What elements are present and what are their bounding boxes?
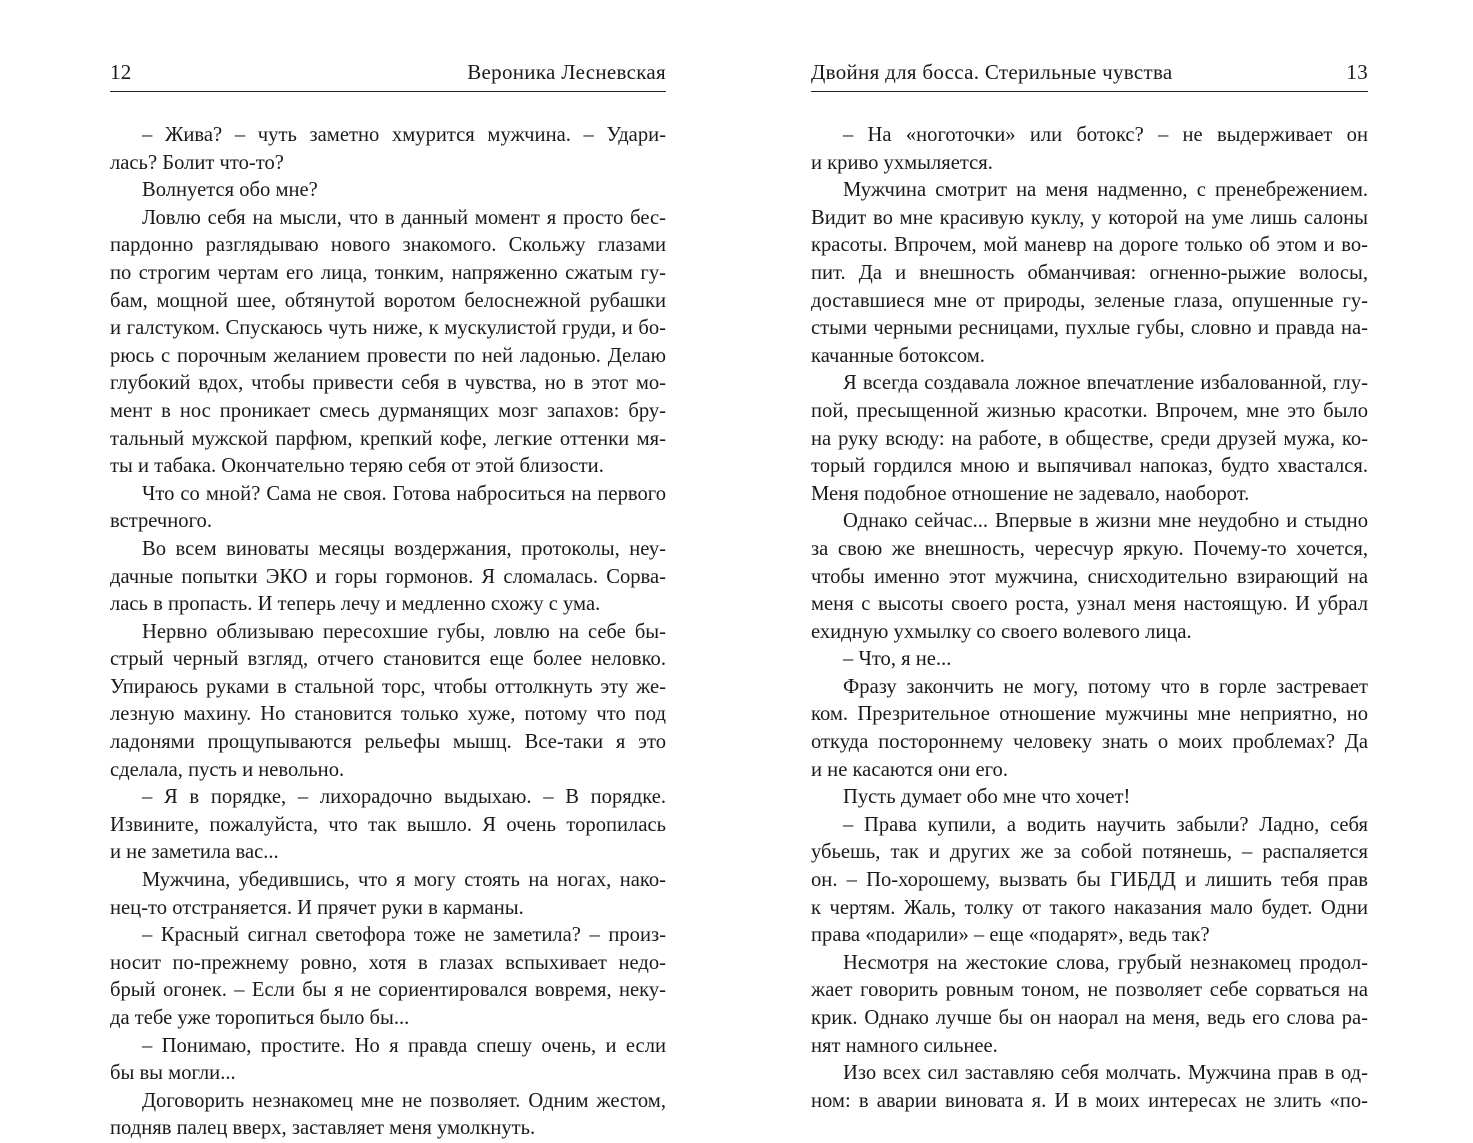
text-line: пардонно разглядываю нового знакомого. Скольжу глазами (110, 234, 666, 257)
text-line: пой, пресыщенной жизнью красотки. Впрочем, мне это было (811, 399, 1368, 422)
text-line: носит по-прежнему ровно, хотя в глазах вспыхивает недо- (110, 951, 666, 974)
text-line: и не касаются они его. (811, 758, 1008, 781)
text-line: рюсь с порочным желанием провести по ней ладонью. Делаю (110, 344, 666, 367)
text-line: бам, мощной шее, обтянутой воротом белоснежной рубашки (110, 289, 666, 312)
text-line: брый огонек. – Если бы я не сориентировался вовремя, неку- (110, 979, 666, 1002)
text-line: он. – По-хорошему, вызвать бы ГИБДД и лишить тебя прав (811, 869, 1368, 892)
text-line: и криво ухмыляется. (811, 151, 993, 174)
text-line: – Что, я не... (843, 648, 952, 671)
text-line: красоты. Впрочем, мой маневр на дороге только об этом и во- (811, 234, 1368, 257)
text-line: ком. Презрительное отношение мужчины мне неприятно, но (811, 703, 1368, 726)
text-line: встречного. (110, 510, 212, 533)
text-line: пит. Да и внешность обманчивая: огненно-рыжие волосы, (811, 261, 1368, 284)
text-line: – Права купили, а водить научить забыли? Ладно, себя (843, 813, 1368, 836)
left-running-head (110, 56, 666, 88)
text-line: Фразу закончить не могу, потому что в горле застревает (843, 675, 1368, 698)
text-line: лась в пропасть. И теперь лечу и медленно схожу с ума. (110, 593, 601, 616)
text-line: Что со мной? Сама не своя. Готова наброситься на первого (142, 482, 666, 505)
text-line: мент в нос проникает смесь дурманящих мозг запахов: бру- (110, 399, 666, 422)
header-rule (811, 91, 1368, 92)
text-line: и не заметила вас... (110, 841, 279, 864)
text-line: тальный мужской парфюм, крепкий кофе, легкие оттенки мя- (110, 427, 666, 450)
text-line: Меня подобное отношение не задевало, наоборот. (811, 482, 1250, 505)
text-line: Ловлю себя на мысли, что в данный момент я просто бес- (142, 206, 666, 229)
text-line: Извините, пожалуйста, что так вышло. Я очень торопилась (110, 813, 666, 836)
text-line: качанные ботоксом. (811, 344, 985, 367)
text-line: Договорить незнакомец мне не позволяет. Одним жестом, (142, 1089, 666, 1112)
text-line: подняв палец вверх, заставляет меня умолкнуть. (110, 1117, 536, 1140)
page-number: 13 (1346, 60, 1368, 84)
text-line: – Я в порядке, – лихорадочно выдыхаю. – В порядке. (142, 786, 666, 809)
text-line: чтобы именно этот мужчина, снисходительно взирающий на (811, 565, 1368, 588)
text-line: лась? Болит что-то? (110, 151, 284, 174)
text-line: на руку всюду: на работе, в обществе, среди друзей мужа, ко- (811, 427, 1368, 450)
text-line: Видит во мне красивую куклу, у которой на уме лишь салоны (811, 206, 1368, 229)
text-line: Во всем виноваты месяцы воздержания, протоколы, неу- (142, 537, 666, 560)
text-line: Нервно облизываю пересохшие губы, ловлю на себе бы- (142, 620, 666, 643)
text-line: Несмотря на жестокие слова, грубый незнакомец продол- (843, 951, 1368, 974)
text-line: Мужчина смотрит на меня надменно, с пренебрежением. (843, 179, 1368, 202)
text-line: убьешь, так и других же за собой потянешь, – распаляется (811, 841, 1368, 864)
author-name: Вероника Лесневская (467, 60, 666, 84)
text-line: по строгим чертам его лица, тонким, напряженно сжатым гу- (110, 261, 666, 284)
text-line: откуда постороннему человеку знать о моих проблемах? Да (811, 731, 1368, 754)
right-page (811, 0, 1368, 1112)
left-page (110, 0, 666, 1140)
text-line: да тебе уже торопиться было бы... (110, 1007, 410, 1029)
text-line: и галстуком. Спускаюсь чуть ниже, к мускулистой груди, и бо- (110, 317, 666, 340)
text-line: – Красный сигнал светофора тоже не заметила? – произ- (142, 924, 666, 947)
right-page-body (811, 122, 1368, 1115)
text-line: к чертям. Жаль, толку от такого наказания мало будет. Одни (811, 896, 1368, 919)
left-page-body (110, 122, 666, 1143)
text-line: Пусть думает обо мне что хочет! (843, 786, 1131, 809)
text-line: ехидную ухмылку со своего волевого лица. (811, 620, 1192, 643)
text-line: нят намного сильнее. (811, 1034, 998, 1057)
text-line: за свою же внешность, чересчур яркую. Почему-то хочется, (811, 537, 1368, 560)
text-line: бы вы могли... (110, 1062, 236, 1085)
book-title: Двойня для босса. Стерильные чувства (811, 60, 1173, 84)
text-line: Мужчина, убедившись, что я могу стоять на ногах, нако- (142, 869, 666, 892)
text-line: Волнуется обо мне? (142, 179, 318, 202)
text-line: сделала, пусть и невольно. (110, 758, 345, 781)
text-line: дачные попытки ЭКО и горы гормонов. Я сломалась. Сорва- (110, 565, 666, 588)
text-line: Я всегда создавала ложное впечатление избалованной, глу- (843, 372, 1368, 395)
text-line: лезную махину. Но становится только хуже, потому что под (110, 703, 666, 726)
text-line: Упираюсь руками в стальной торс, чтобы оттолкнуть эту же- (110, 675, 666, 698)
page-number: 12 (110, 60, 132, 84)
text-line: ном: в аварии виновата я. И в моих интересах не злить «по- (811, 1089, 1368, 1112)
text-line: крик. Однако лучше бы он наорал на меня, ведь его слова ра- (811, 1007, 1368, 1029)
text-line: – Жива? – чуть заметно хмурится мужчина. – Удари- (142, 124, 666, 146)
text-line: – На «ноготочки» или ботокс? – не выдерживает он (843, 124, 1368, 146)
text-line: – Понимаю, простите. Но я правда спешу очень, и если (142, 1034, 666, 1057)
right-running-head (811, 56, 1368, 88)
text-line: Однако сейчас... Впервые в жизни мне неудобно и стыдно (843, 510, 1368, 533)
text-line: Изо всех сил заставляю себя молчать. Мужчина прав в од- (843, 1062, 1368, 1085)
text-line: стрый черный взгляд, отчего становится еще более неловко. (110, 648, 666, 671)
text-line: меня с высоты своего роста, узнал меня настоящую. И убрал (811, 593, 1368, 616)
text-line: жает говорить ровным тоном, не позволяет себе сорваться на (811, 979, 1368, 1002)
text-line: ладонями прощупываются рельефы мышц. Все-таки я это (110, 731, 666, 754)
text-line: права «подарили» – еще «подарят», ведь так? (811, 924, 1210, 947)
text-line: глубокий вдох, чтобы привести себя в чувства, но в этот мо- (110, 372, 666, 395)
text-line: торый гордился мною и выпячивал напоказ, будто хвастался. (811, 455, 1368, 478)
text-line: стыми черными ресницами, пухлые губы, словно и правда на- (811, 317, 1368, 340)
text-line: ты и табака. Окончательно теряю себя от этой близости. (110, 455, 604, 478)
text-line: нец-то отстраняется. И прячет руки в карманы. (110, 896, 524, 919)
text-line: доставшиеся мне от природы, зеленые глаза, опушенные гу- (811, 289, 1368, 312)
header-rule (110, 91, 666, 92)
